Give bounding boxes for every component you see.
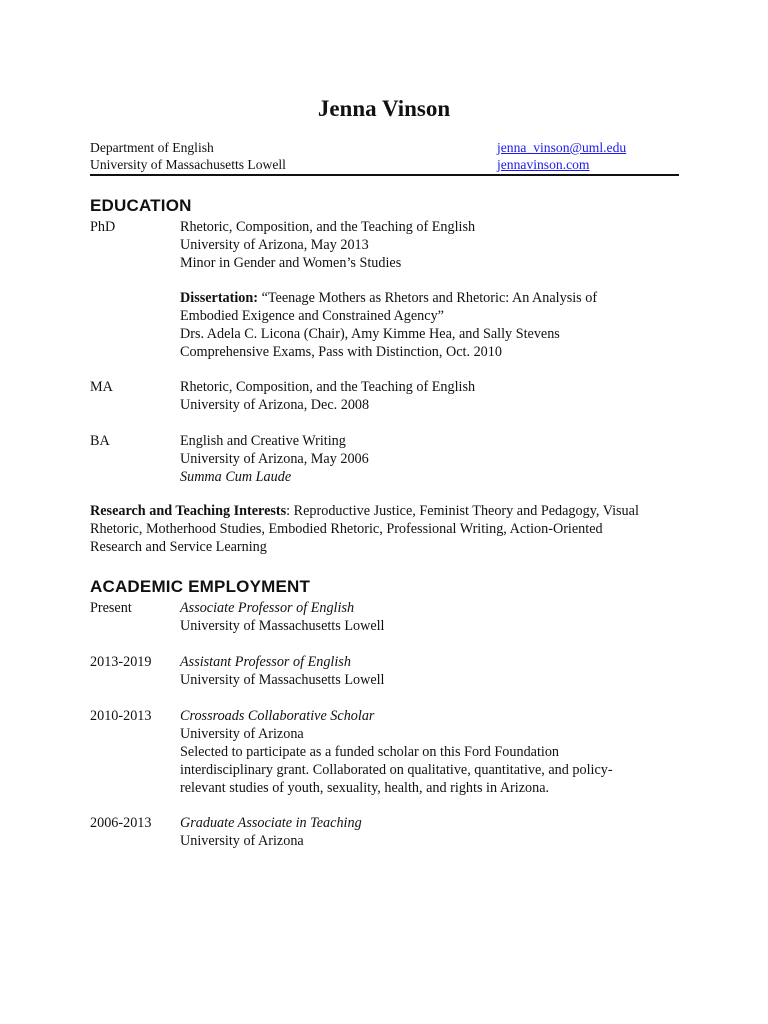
dissertation-label: Dissertation: <box>180 290 259 306</box>
cv-name: Jenna Vinson <box>317 96 451 121</box>
comprehensive-exams: Comprehensive Exams, Pass with Distinction, Oct. 2010 <box>180 344 502 360</box>
interests-text-1: : Reproductive Justice, Feminist Theory and Pedagogy, Visual <box>286 503 639 519</box>
degree-ma: MA <box>90 379 113 395</box>
job-entry <box>180 814 680 850</box>
job-dates: 2013-2019 <box>90 654 152 670</box>
research-interests <box>90 502 690 556</box>
interests-line-3: Research and Service Learning <box>90 539 267 555</box>
university: University of Massachusetts Lowell <box>90 157 286 172</box>
job-entry <box>180 599 680 635</box>
ba-school-date: University of Arizona, May 2006 <box>180 451 369 467</box>
ba-details <box>180 432 680 486</box>
job-org: University of Arizona <box>180 833 304 849</box>
ma-details <box>180 378 680 414</box>
job-org: University of Arizona <box>180 726 304 742</box>
email-link[interactable]: jenna_vinson@uml.edu <box>497 140 627 155</box>
dissertation-title-2: Embodied Exigence and Constrained Agency” <box>180 308 444 324</box>
website-link[interactable]: jennavinson.com <box>497 157 590 172</box>
dissertation-committee: Drs. Adela C. Licona (Chair), Amy Kimme Hea, and Sally Stevens <box>180 326 560 342</box>
job-entry <box>180 707 680 797</box>
dissertation-block <box>180 289 680 361</box>
phd-minor: Minor in Gender and Women’s Studies <box>180 255 402 271</box>
interests-label: Research and Teaching Interests <box>90 503 287 519</box>
job-title: Graduate Associate in Teaching <box>180 815 362 831</box>
ma-field: Rhetoric, Composition, and the Teaching of English <box>180 379 476 395</box>
interests-line-2: Rhetoric, Motherhood Studies, Embodied Rhetoric, Professional Writing, Action-Oriented <box>90 521 603 537</box>
job-entry <box>180 653 680 689</box>
degree-phd: PhD <box>90 219 116 235</box>
job-dates: 2010-2013 <box>90 708 152 724</box>
interests-line-1 <box>90 502 690 520</box>
job-title: Crossroads Collaborative Scholar <box>180 708 375 724</box>
job-title: Associate Professor of English <box>180 600 355 616</box>
job-org: University of Massachusetts Lowell <box>180 672 385 688</box>
affiliation-block <box>90 139 286 173</box>
job-description-2: interdisciplinary grant. Collaborated on qualitative, quantitative, and policy- <box>180 762 613 778</box>
phd-field: Rhetoric, Composition, and the Teaching of English <box>180 219 476 235</box>
phd-details <box>180 218 680 272</box>
dissertation-title-1: “Teenage Mothers as Rhetors and Rhetoric: An Analysis of <box>258 290 598 306</box>
contact-links <box>497 139 626 173</box>
job-org: University of Massachusetts Lowell <box>180 618 385 634</box>
header-divider <box>90 174 679 176</box>
job-dates: Present <box>90 600 132 616</box>
department: Department of English <box>90 140 214 155</box>
education-heading: EDUCATION <box>90 196 192 215</box>
employment-heading: ACADEMIC EMPLOYMENT <box>90 577 311 596</box>
degree-ba: BA <box>90 433 110 449</box>
job-description-3: relevant studies of youth, sexuality, health, and rights in Arizona. <box>180 780 550 796</box>
ma-school-date: University of Arizona, Dec. 2008 <box>180 397 370 413</box>
job-dates: 2006-2013 <box>90 815 152 831</box>
phd-school-date: University of Arizona, May 2013 <box>180 237 369 253</box>
ba-honors: Summa Cum Laude <box>180 469 292 485</box>
job-description-1: Selected to participate as a funded scholar on this Ford Foundation <box>180 744 560 760</box>
dissertation-line <box>180 289 680 307</box>
ba-field: English and Creative Writing <box>180 433 346 449</box>
job-title: Assistant Professor of English <box>180 654 351 670</box>
